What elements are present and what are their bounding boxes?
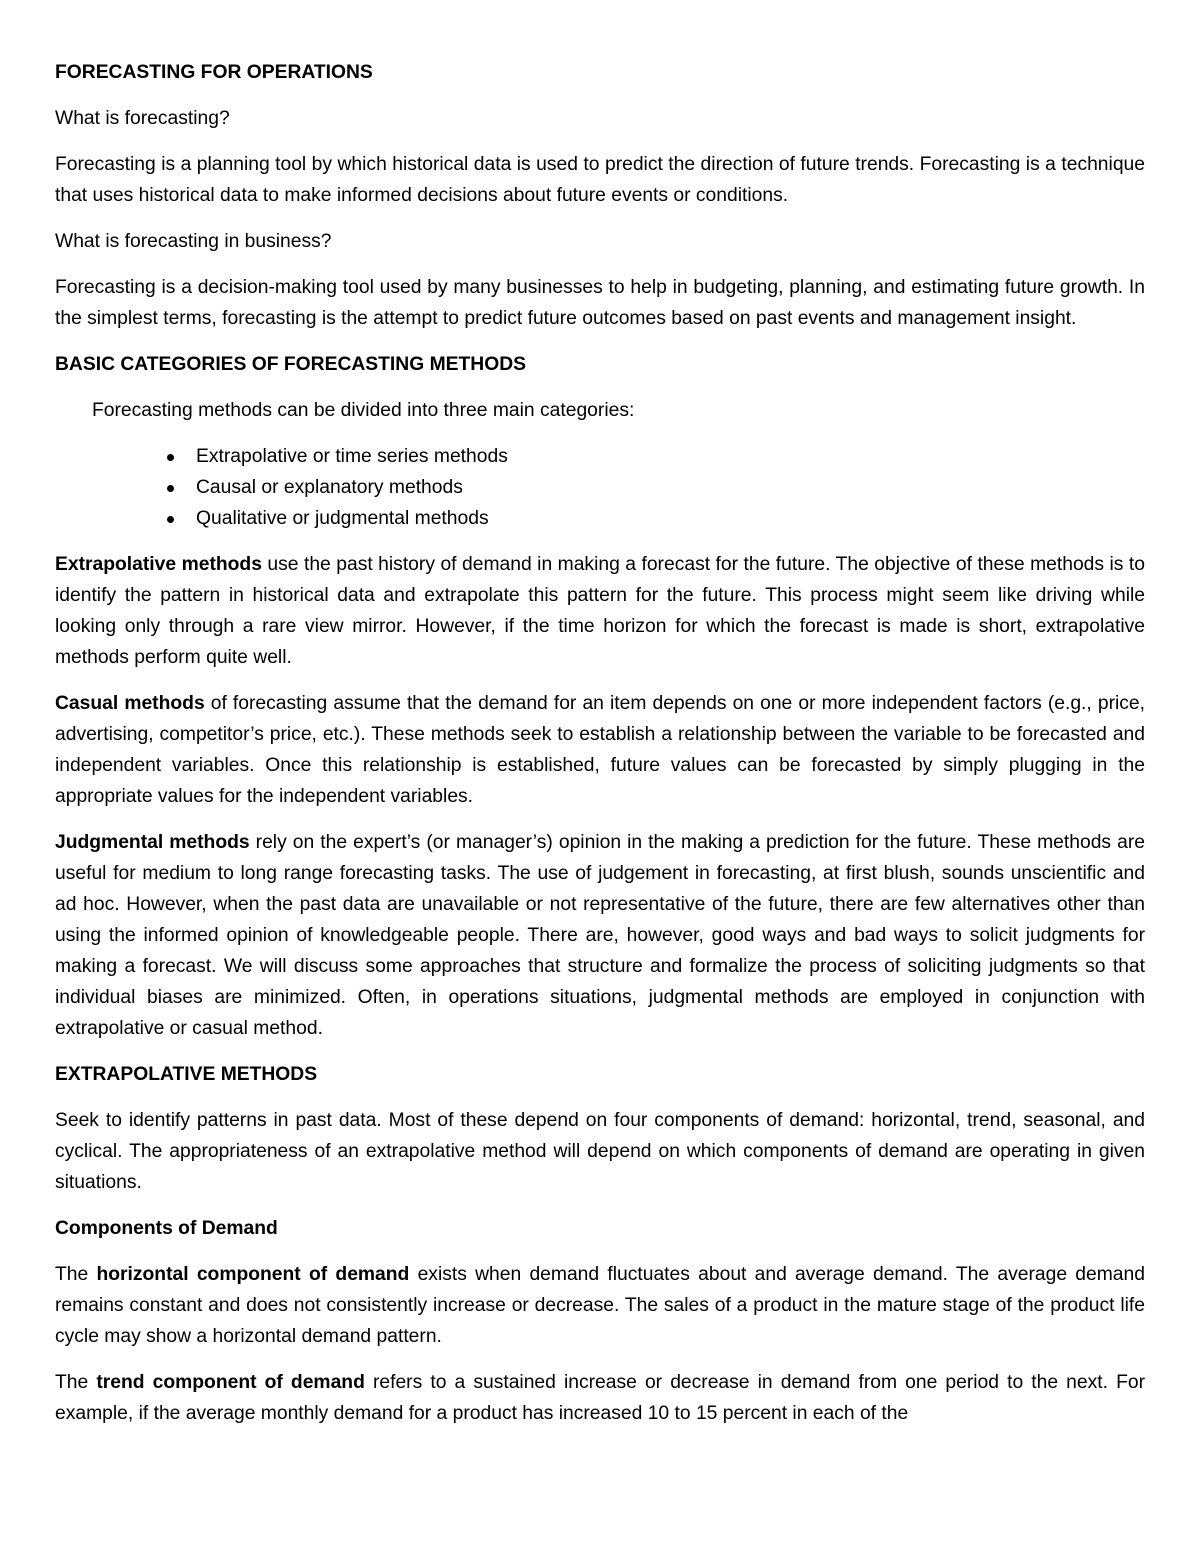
term-trend-component: trend component of demand <box>96 1372 365 1393</box>
heading-extrapolative-methods: EXTRAPOLATIVE METHODS <box>55 1064 318 1085</box>
paragraph-judgmental-methods <box>55 827 1145 1044</box>
text-trend-component: refers to a sustained increase or decrease in demand from one period to the next. For example, if the average monthly demand for a product has increased 10 to 15 percent in each of the <box>55 1372 1145 1424</box>
paragraph-horizontal-component <box>55 1259 1145 1352</box>
list-item-label: Causal or explanatory methods <box>196 477 463 498</box>
list-item <box>55 441 1145 472</box>
list-item <box>55 503 1145 534</box>
bullet-icon <box>167 454 174 461</box>
bullet-icon <box>167 485 174 492</box>
paragraph-extrapolative-methods <box>55 549 1145 673</box>
paragraph-trend-component <box>55 1367 1145 1429</box>
heading-components-of-demand: Components of Demand <box>55 1218 278 1239</box>
text-extrapolative-methods: use the past history of demand in making a forecast for the future. The objective of these methods is to identify the pattern in historical data and extrapolate this pattern for the future. This process might seem like driving while looking only through a rare view mirror. However, if the time horizon for which the forecast is made is short, extrapolative methods perform quite well. <box>55 554 1146 668</box>
heading-basic-categories: BASIC CATEGORIES OF FORECASTING METHODS <box>55 354 526 375</box>
document-page <box>55 57 1145 1444</box>
paragraph-casual-methods <box>55 688 1145 812</box>
list-item <box>55 472 1145 503</box>
document-title: FORECASTING FOR OPERATIONS <box>55 62 373 83</box>
categories-list <box>55 441 1145 534</box>
bullet-icon <box>167 516 174 523</box>
text-casual-methods: of forecasting assume that the demand for an item depends on one or more independent factors (e.g., price, advertising, competitor’s price, etc.). These methods seek to establish a relationship between the variable to be forecasted and independent variables. Once this relationship is established, future values can be forecasted by simply plugging in the appropriate values for the independent variables. <box>55 693 1145 807</box>
question-what-is-forecasting: What is forecasting? <box>55 108 230 129</box>
text-horizontal-component: exists when demand fluctuates about and average demand. The average demand remains constant and does not consistently increase or decrease. The sales of a product in the mature stage of the product life cycle may show a horizontal demand pattern. <box>55 1264 1145 1347</box>
term-horizontal-component: horizontal component of demand <box>96 1264 410 1285</box>
paragraph-extrapolative-intro: Seek to identify patterns in past data. Most of these depend on four components of demand: horizontal, trend, seasonal, and cyclical. The appropriateness of an extrapolative method will depend on which components of demand are operating in given situations. <box>55 1110 1145 1193</box>
question-forecasting-in-business: What is forecasting in business? <box>55 231 332 252</box>
list-item-label: Qualitative or judgmental methods <box>196 508 489 529</box>
term-casual-methods: Casual methods <box>55 693 205 714</box>
text-judgmental-methods: rely on the expert’s (or manager’s) opinion in the making a prediction for the future. These methods are useful for medium to long range forecasting tasks. The use of judgement in forecasting, at first blush, sounds unscientific and ad hoc. However, when the past data are unavailable or not representative of the future, there are few alternatives other than using the informed opinion of knowledgeable people. There are, however, good ways and bad ways to solicit judgments for making a forecast. We will discuss some approaches that structure and formalize the process of soliciting judgments so that individual biases are minimized. Often, in operations situations, judgmental methods are employed in conjunction with extrapolative or casual method. <box>55 832 1145 1039</box>
list-item-label: Extrapolative or time series methods <box>196 446 508 467</box>
term-judgmental-methods: Judgmental methods <box>55 832 250 853</box>
answer-forecasting-in-business: Forecasting is a decision-making tool used by many businesses to help in budgeting, planning, and estimating future growth. In the simplest terms, forecasting is the attempt to predict future outcomes based on past events and management insight. <box>55 277 1145 329</box>
answer-what-is-forecasting: Forecasting is a planning tool by which historical data is used to predict the direction of future trends. Forecasting is a technique that uses historical data to make informed decisions about future events or conditions. <box>55 154 1145 206</box>
term-extrapolative-methods: Extrapolative methods <box>55 554 262 575</box>
prefix-trend: The <box>55 1372 97 1393</box>
prefix-horizontal: The <box>55 1264 97 1285</box>
categories-intro: Forecasting methods can be divided into three main categories: <box>92 400 635 421</box>
